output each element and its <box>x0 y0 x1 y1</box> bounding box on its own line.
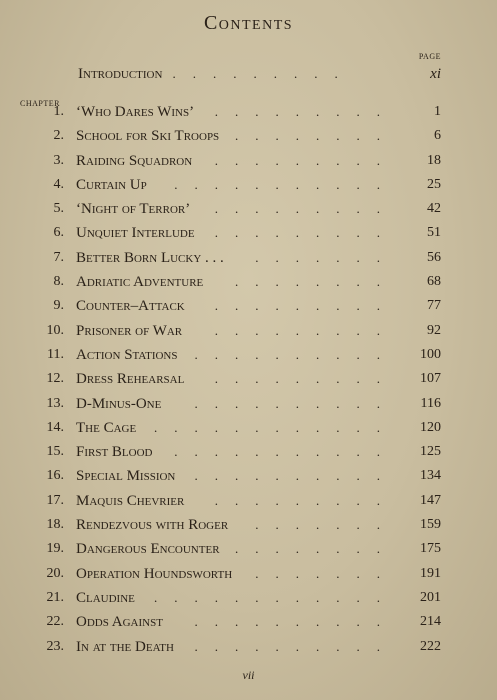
leader-dots: ......... <box>214 322 397 338</box>
chapter-title: In at the Death <box>76 638 174 655</box>
leader-dots: ......... <box>214 492 397 508</box>
chapter-title: Adriatic Adventure <box>76 274 204 291</box>
chapter-page: 125 <box>420 444 441 460</box>
chapter-title: Prisoner of War <box>76 322 183 339</box>
chapter-page: 222 <box>420 638 441 654</box>
chapter-number: 13. <box>46 395 64 411</box>
chapter-page: 1 <box>434 104 441 119</box>
toc-entry[interactable] <box>0 347 497 371</box>
chapter-number: 22. <box>46 614 64 630</box>
chapter-page: 116 <box>420 395 441 411</box>
toc-entry[interactable] <box>0 541 497 565</box>
toc-entry[interactable] <box>0 250 497 274</box>
chapter-number: 11. <box>47 346 64 362</box>
chapter-title: Operation Houndsworth <box>76 565 233 582</box>
chapter-number: 1. <box>53 104 64 119</box>
chapter-number: 18. <box>46 517 64 533</box>
leader-dots: .......... <box>194 614 397 630</box>
leader-dots: ......... <box>214 201 397 217</box>
toc-entry[interactable] <box>0 517 497 541</box>
toc-entry[interactable] <box>0 274 497 298</box>
toc-entry[interactable] <box>0 153 497 177</box>
page-number: vii <box>242 668 255 682</box>
chapter-title: Special Mission <box>76 468 176 485</box>
leader-dots: ....... <box>255 565 397 581</box>
toc-entry[interactable] <box>0 225 497 249</box>
toc-entry[interactable] <box>0 104 497 128</box>
chapter-page: 175 <box>420 541 441 557</box>
chapter-column-label: CHAPTER <box>20 99 60 108</box>
chapter-number: 19. <box>46 541 64 557</box>
chapter-title: Better Born Lucky . . . <box>76 249 224 266</box>
chapter-page: 191 <box>420 565 441 581</box>
chapter-number: 15. <box>46 444 64 460</box>
leader-dots: .......... <box>194 638 397 654</box>
chapter-page: 107 <box>420 371 441 387</box>
chapter-title: The Cage <box>76 419 137 436</box>
leader-dots: ....... <box>255 249 397 265</box>
chapter-title: Odds Against <box>76 614 163 631</box>
leader-dots: ......... <box>214 104 397 119</box>
leader-dots: ............ <box>154 589 397 605</box>
leader-dots: .......... <box>194 468 397 484</box>
chapter-page: 6 <box>434 128 441 144</box>
chapter-page: 159 <box>420 517 441 533</box>
chapter-page: 120 <box>420 419 441 435</box>
chapter-title: School for Ski Troops <box>76 128 220 145</box>
chapter-page: 214 <box>420 614 441 630</box>
chapter-number: 21. <box>46 589 64 605</box>
chapter-title: Raiding Squadron <box>76 152 193 169</box>
chapter-title: ‘Night of Terror’ <box>76 201 191 218</box>
chapter-number: 23. <box>46 638 64 654</box>
chapter-title: Unquiet Interlude <box>76 225 195 242</box>
toc-entry[interactable] <box>0 323 497 347</box>
chapter-page: 56 <box>427 249 441 265</box>
toc-entry[interactable] <box>0 177 497 201</box>
chapter-page: 134 <box>420 468 441 484</box>
toc-entry[interactable] <box>0 420 497 444</box>
chapter-page: 92 <box>427 322 441 338</box>
chapter-number: 7. <box>53 249 64 265</box>
toc-introduction[interactable] <box>78 66 441 90</box>
toc-entry[interactable] <box>0 396 497 420</box>
leader-dots: ......... <box>214 225 397 241</box>
introduction-page: xi <box>430 66 441 82</box>
chapter-page: 77 <box>427 298 441 314</box>
chapter-title: Action Stations <box>76 346 178 363</box>
leader-dots: ......... <box>214 371 397 387</box>
chapter-page: 68 <box>427 274 441 290</box>
leader-dots: ......... <box>214 298 397 314</box>
chapter-page: 18 <box>427 152 441 168</box>
chapter-number: 9. <box>53 298 64 314</box>
chapter-page: 25 <box>427 176 441 192</box>
chapter-page: 147 <box>420 492 441 508</box>
toc-entry[interactable] <box>0 590 497 614</box>
chapter-number: 5. <box>53 201 64 217</box>
chapter-number: 14. <box>46 419 64 435</box>
chapter-title: First Blood <box>76 444 153 461</box>
toc-entry[interactable] <box>0 298 497 322</box>
chapter-number: 10. <box>46 322 64 338</box>
chapter-title: D-Minus-One <box>76 395 162 412</box>
leader-dots: ......... <box>214 152 397 168</box>
toc-entry[interactable] <box>0 468 497 492</box>
toc-entry[interactable] <box>0 201 497 225</box>
page-column-label: PAGE <box>418 52 441 61</box>
chapter-page: 100 <box>420 346 441 362</box>
toc-entry[interactable] <box>0 444 497 468</box>
chapter-number: 2. <box>53 128 64 144</box>
chapter-number: 4. <box>53 176 64 192</box>
leader-dots: ......... <box>172 66 355 81</box>
chapter-number: 17. <box>46 492 64 508</box>
toc-entry[interactable] <box>0 371 497 395</box>
toc-entry[interactable] <box>0 639 497 663</box>
chapter-title: Curtain Up <box>76 176 147 193</box>
toc-entry[interactable] <box>0 566 497 590</box>
leader-dots: ........ <box>235 541 397 557</box>
leader-dots: ....... <box>255 517 397 533</box>
chapter-number: 6. <box>53 225 64 241</box>
chapter-number: 20. <box>46 565 64 581</box>
chapter-title: Counter–Attack <box>76 298 185 315</box>
leader-dots: ........... <box>174 176 397 192</box>
leader-dots: ........... <box>174 444 397 460</box>
toc-entry[interactable] <box>0 493 497 517</box>
chapter-title: Dress Rehearsal <box>76 371 185 388</box>
leader-dots: ........ <box>235 274 397 290</box>
chapter-title: Rendezvous with Roger <box>76 517 229 534</box>
page-title: Contents <box>203 12 294 34</box>
toc-entry[interactable] <box>0 614 497 638</box>
chapter-number: 3. <box>53 152 64 168</box>
toc-entry[interactable] <box>0 128 497 152</box>
chapter-title: Dangerous Encounter <box>76 541 220 558</box>
introduction-title: Introduction <box>78 66 163 82</box>
chapter-page: 51 <box>427 225 441 241</box>
leader-dots: .......... <box>194 346 397 362</box>
chapter-page: 201 <box>420 589 441 605</box>
chapter-title: Maquis Chevrier <box>76 492 185 509</box>
chapter-title: Claudine <box>76 589 135 606</box>
leader-dots: ............ <box>154 419 397 435</box>
chapter-number: 8. <box>53 274 64 290</box>
chapter-title: ‘Who Dares Wins’ <box>76 104 195 120</box>
toc-list <box>0 104 497 663</box>
chapter-number: 12. <box>46 371 64 387</box>
chapter-page: 42 <box>427 201 441 217</box>
chapter-number: 16. <box>46 468 64 484</box>
leader-dots: ........ <box>235 128 397 144</box>
leader-dots: .......... <box>194 395 397 411</box>
